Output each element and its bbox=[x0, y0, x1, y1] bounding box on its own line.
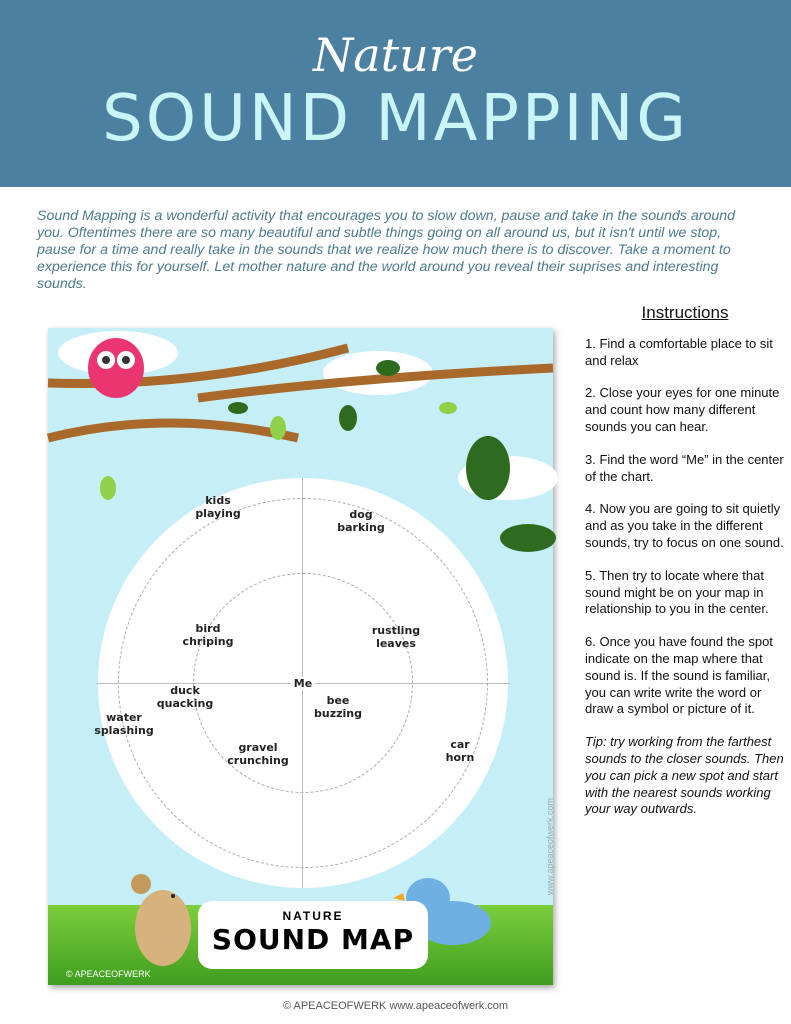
instruction-step: 4. Now you are going to sit quietly and as you take in the different sounds, try to focus on one sound. bbox=[585, 501, 784, 550]
intro-paragraph: Sound Mapping is a wonderful activity that encourages you to slow down, pause and take in the sounds around you. Oftentimes there are so many beautiful and subtle things going on all around us, but it isn't until we stop, pause for a time and really take in the sounds that we realize how much there is to discover. Take a moment to experience this for yourself. Let mother nature and the world around you reveal their suprises and interesting sounds. bbox=[37, 208, 736, 292]
page-title: SOUND MAPPING bbox=[102, 82, 689, 156]
instruction-step: 1. Find a comfortable place to sit and relax bbox=[585, 335, 773, 368]
center-me-label: Me bbox=[291, 677, 315, 690]
sound-label: gravel crunching bbox=[227, 741, 289, 767]
sound-label: car horn bbox=[445, 738, 475, 764]
header-banner bbox=[0, 0, 791, 187]
sound-label: kids playing bbox=[195, 494, 241, 520]
instructions-title: Instructions bbox=[641, 303, 729, 322]
mouse-icon bbox=[123, 868, 203, 968]
instruction-step: 6. Once you have found the spot indicate on the map where that sound is. If the sound is familiar, you can write write the word or draw a symbol or picture of it. bbox=[585, 634, 773, 717]
instruction-step: 5. Then try to locate where that sound might be on your map in relationship to you in the center. bbox=[585, 567, 769, 617]
sound-map bbox=[48, 328, 553, 985]
sound-label: water splashing bbox=[94, 711, 154, 737]
sound-label: bird chriping bbox=[182, 622, 234, 648]
badge-small-text: NATURE bbox=[282, 909, 344, 923]
instruction-step: 3. Find the word “Me” in the center of the chart. bbox=[585, 451, 784, 484]
sound-label: dog barking bbox=[337, 508, 385, 534]
owl-icon bbox=[88, 338, 144, 398]
tip-text: Tip: try working from the farthest sounds to the closer sounds. Then you can pick a new spot and start with the nearest sounds working your way outwards. bbox=[585, 734, 784, 817]
script-title: Nature bbox=[313, 28, 478, 82]
vertical-url: www.apeaceofwerk.com bbox=[545, 798, 555, 896]
map-copyright: © APEACEOFWERK bbox=[66, 969, 151, 979]
instruction-step: 2. Close your eyes for one minute and count how many different sounds you can hear. bbox=[585, 385, 780, 434]
map-title-badge bbox=[198, 901, 428, 969]
sound-label: bee buzzing bbox=[314, 694, 362, 720]
instructions bbox=[585, 305, 785, 834]
footer-credit: © APEACEOFWERK www.apeaceofwerk.com bbox=[282, 1000, 509, 1012]
sound-label: rustling leaves bbox=[371, 624, 421, 650]
sound-label: duck quacking bbox=[156, 684, 214, 710]
badge-big-text: SOUND MAP bbox=[211, 923, 415, 956]
